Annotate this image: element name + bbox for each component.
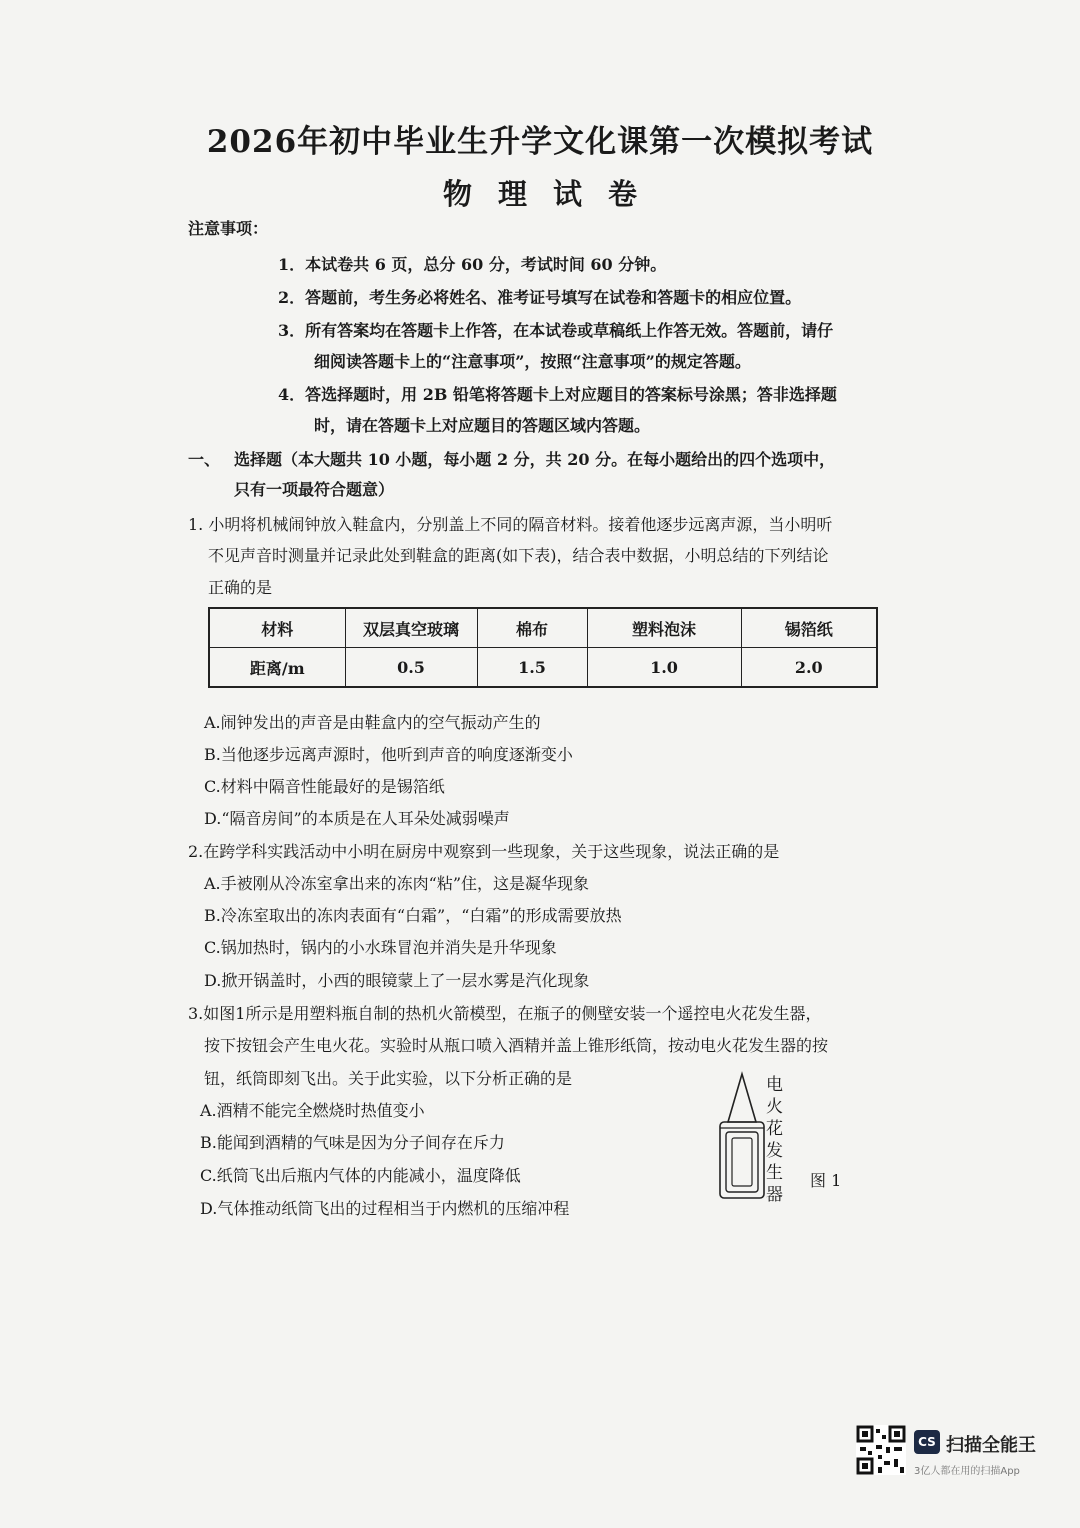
question-1-option-d: D.“隔音房间”的本质是在人耳朵处减弱噪声 xyxy=(204,809,510,828)
question-3-stem: 3.如图1所示是用塑料瓶自制的热机火箭模型，在瓶子的侧壁安装一个遥控电火花发生器， xyxy=(188,1004,822,1023)
question-1-option-b: B.当他逐步远离声源时，他听到声音的响度逐渐变小 xyxy=(204,745,573,764)
question-3-stem: 钮，纸筒即刻飞出。关于此实验，以下分析正确的是 xyxy=(204,1069,573,1088)
notice-heading: 注意事项： xyxy=(188,219,269,238)
question-2-stem: 2.在跨学科实践活动中小明在厨房中观察到一些现象，关于这些现象，说法正确的是 xyxy=(188,842,780,861)
question-1-stem: 正确的是 xyxy=(208,578,273,597)
notice-item: 3．所有答案均在答题卡上作答，在本试卷或草稿纸上作答无效。答题前，请仔 xyxy=(278,321,834,340)
camscanner-logo-icon: CS xyxy=(914,1430,940,1454)
notice-item: 细阅读答题卡上的“注意事项”，按照“注意事项”的规定答题。 xyxy=(314,352,751,371)
table-cell: 材料 xyxy=(209,608,345,648)
table-cell: 距离/m xyxy=(209,648,345,688)
question-2-option-c: C.锅加热时，锅内的小水珠冒泡并消失是升华现象 xyxy=(204,938,557,957)
section-heading: 选择题（本大题共 10 小题，每小题 2 分，共 20 分。在每小题给出的四个选项中， xyxy=(234,450,836,469)
notice-item: 时，请在答题卡上对应题目的答题区域内答题。 xyxy=(314,416,651,435)
data-table xyxy=(208,607,878,688)
page-subtitle: 物理试卷 xyxy=(442,177,663,211)
question-3-option-a: A.酒精不能完全燃烧时热值变小 xyxy=(200,1101,425,1120)
question-2-option-a: A.手被刚从冷冻室拿出来的冻肉“粘”住，这是凝华现象 xyxy=(204,874,590,893)
table-cell: 棉布 xyxy=(477,608,587,648)
table-cell: 1.5 xyxy=(477,648,587,688)
question-3-option-c: C.纸筒飞出后瓶内气体的内能减小，温度降低 xyxy=(200,1166,521,1185)
table-cell: 双层真空玻璃 xyxy=(345,608,477,648)
notice-item: 1．本试卷共 6 页，总分 60 分，考试时间 60 分钟。 xyxy=(278,255,667,274)
question-1-stem: 1. 小明将机械闹钟放入鞋盒内，分别盖上不同的隔音材料。接着他逐步远离声源，当小明听 xyxy=(188,515,833,534)
figure-label: 电火花发生器 xyxy=(766,1075,783,1205)
question-3-option-b: B.能闻到酒精的气味是因为分子间存在斥力 xyxy=(200,1133,505,1152)
section-heading-cont: 只有一项最符合题意） xyxy=(234,480,395,499)
app-name: 扫描全能王 xyxy=(946,1435,1036,1456)
table-cell: 塑料泡沫 xyxy=(587,608,741,648)
figure-caption: 图 1 xyxy=(810,1171,842,1190)
table-cell: 1.0 xyxy=(587,648,741,688)
question-2-option-b: B.冷冻室取出的冻肉表面有“白霜”，“白霜”的形成需要放热 xyxy=(204,906,622,925)
page-title: 2026年初中毕业生升学文化课第一次模拟考试 xyxy=(206,124,874,160)
notice-item: 4．答选择题时，用 2B 铅笔将答题卡上对应题目的答案标号涂黑；答非选择题 xyxy=(278,385,837,404)
question-3-stem: 按下按钮会产生电火花。实验时从瓶口喷入酒精并盖上锥形纸筒，按动电火花发生器的按 xyxy=(204,1036,829,1055)
question-2-option-d: D.掀开锅盖时，小西的眼镜蒙上了一层水雾是汽化现象 xyxy=(204,971,590,990)
table-cell: 锡箔纸 xyxy=(741,608,877,648)
question-1-option-c: C.材料中隔音性能最好的是锡箔纸 xyxy=(204,777,445,796)
table-header-row xyxy=(209,608,877,648)
table-row xyxy=(209,648,877,688)
qr-code-icon xyxy=(856,1425,906,1475)
section-number: 一、 xyxy=(188,450,221,469)
table-cell: 0.5 xyxy=(345,648,477,688)
question-3-option-d: D.气体推动纸筒飞出的过程相当于内燃机的压缩冲程 xyxy=(200,1199,570,1218)
table-cell: 2.0 xyxy=(741,648,877,688)
notice-item: 2．答题前，考生务必将姓名、准考证号填写在试卷和答题卡的相应位置。 xyxy=(278,288,802,307)
question-1-option-a: A.闹钟发出的声音是由鞋盒内的空气振动产生的 xyxy=(204,713,541,732)
question-1-stem: 不见声音时测量并记录此处到鞋盒的距离(如下表)，结合表中数据，小明总结的下列结论 xyxy=(208,546,829,565)
app-tagline: 3亿人都在用的扫描App xyxy=(914,1466,1020,1477)
